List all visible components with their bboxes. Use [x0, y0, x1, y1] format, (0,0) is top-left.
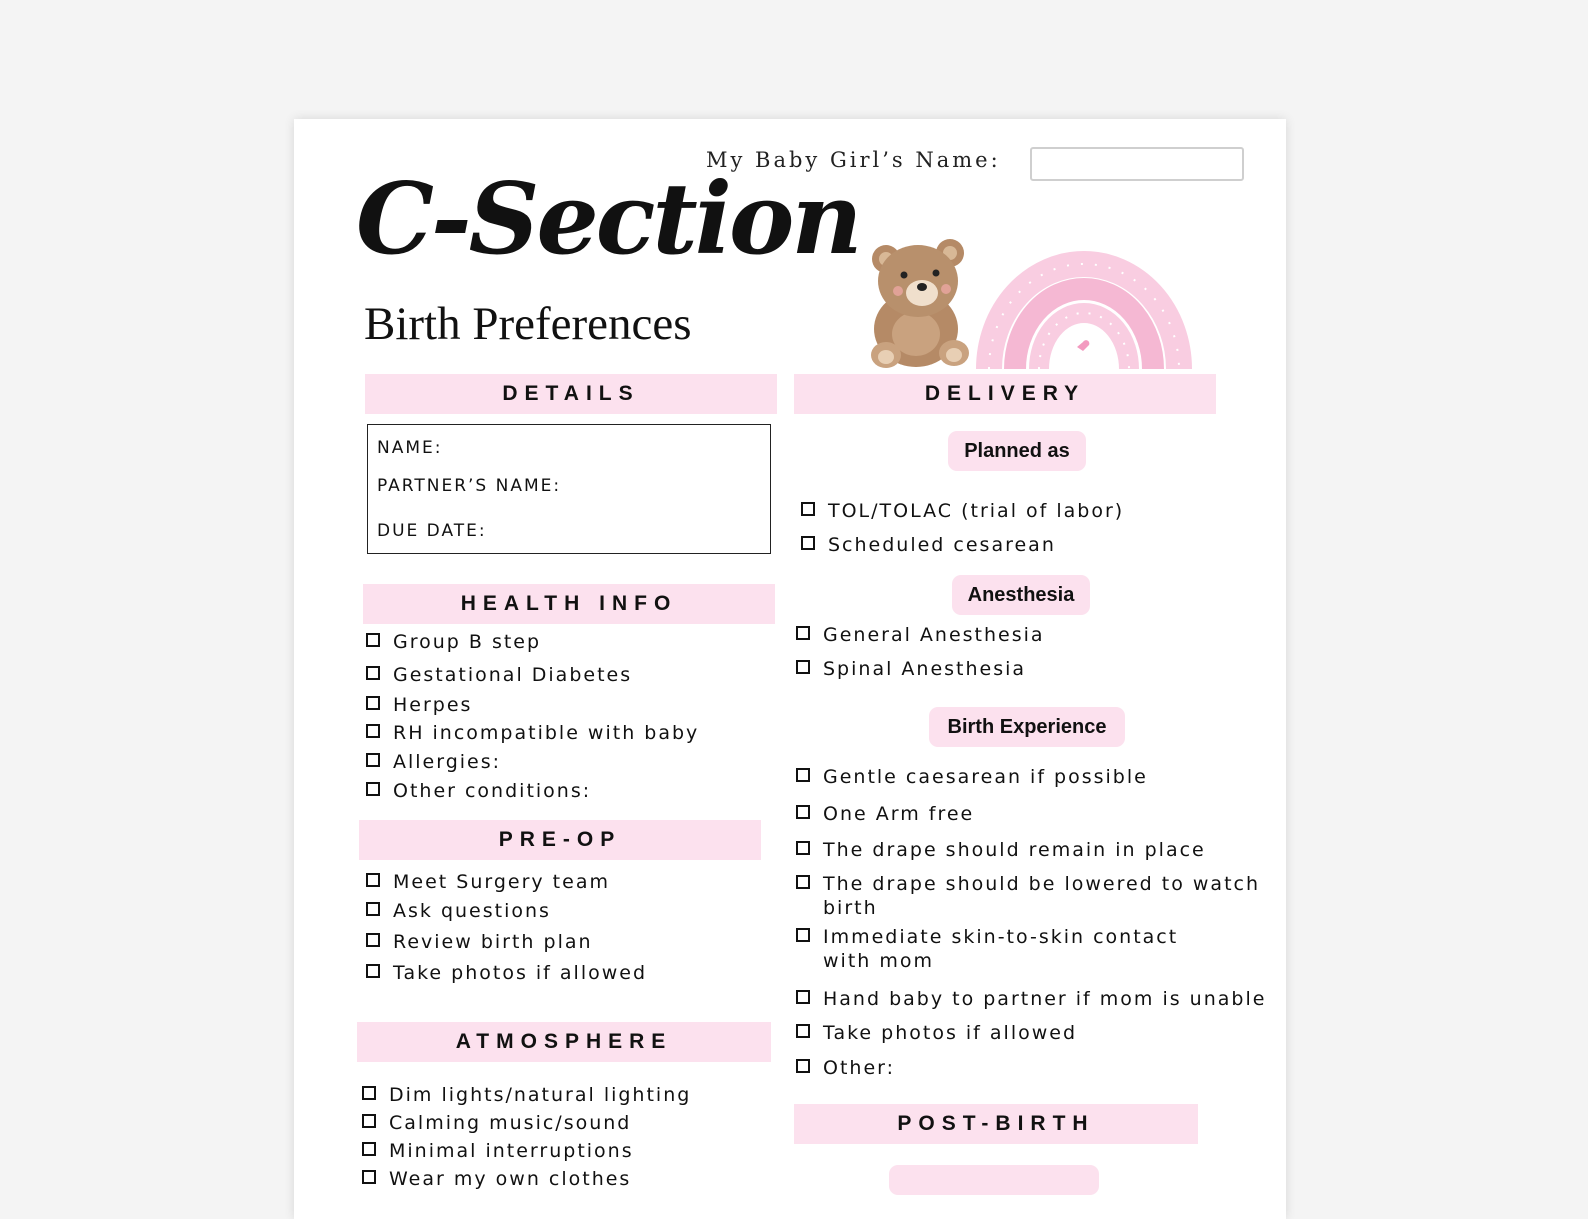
checkbox-icon[interactable] [366, 964, 380, 978]
baby-name-field[interactable] [1030, 147, 1244, 181]
health-info-heading: HEALTH INFO [363, 584, 775, 624]
checklist-item[interactable]: Dim lights/natural lighting [362, 1083, 691, 1107]
checklist-item[interactable]: The drape should remain in place [796, 838, 1206, 862]
checkbox-icon[interactable] [366, 724, 380, 738]
checkbox-icon[interactable] [362, 1114, 376, 1128]
checklist-item[interactable]: Ask questions [366, 899, 551, 923]
baby-name-label: My Baby Girl’s Name: [706, 148, 1001, 172]
checklist-item[interactable]: Gestational Diabetes [366, 663, 632, 687]
checkbox-icon[interactable] [362, 1086, 376, 1100]
checkbox-icon[interactable] [366, 633, 380, 647]
checklist-item[interactable]: RH incompatible with baby [366, 721, 699, 745]
checklist-item[interactable]: Hand baby to partner if mom is unable [796, 987, 1266, 1011]
checklist-item[interactable]: Other conditions: [366, 779, 591, 803]
checkbox-icon[interactable] [796, 805, 810, 819]
rainbow-icon [989, 264, 1179, 369]
checklist-item[interactable]: Wear my own clothes [362, 1167, 631, 1191]
checklist-item[interactable]: The drape should be lowered to watch birth [796, 872, 1283, 920]
teddy-bear-icon [871, 239, 969, 368]
checkbox-icon[interactable] [796, 768, 810, 782]
checkbox-icon[interactable] [796, 1059, 810, 1073]
checkbox-icon[interactable] [796, 660, 810, 674]
checklist-item[interactable]: Scheduled cesarean [801, 533, 1056, 557]
checkbox-icon[interactable] [796, 1024, 810, 1038]
checklist-item[interactable]: Spinal Anesthesia [796, 657, 1026, 681]
document-page [294, 119, 1286, 1219]
post-birth-heading: POST-BIRTH [794, 1104, 1198, 1144]
checkbox-icon[interactable] [796, 928, 810, 942]
checklist-item[interactable]: Take photos if allowed [366, 961, 647, 985]
checklist-item[interactable]: TOL/TOLAC (trial of labor) [801, 499, 1124, 523]
checklist-item[interactable]: Herpes [366, 693, 472, 717]
atmosphere-heading: ATMOSPHERE [357, 1022, 771, 1062]
checkbox-icon[interactable] [366, 696, 380, 710]
checkbox-icon[interactable] [366, 933, 380, 947]
checkbox-icon[interactable] [366, 873, 380, 887]
birth-experience-label: Birth Experience [929, 707, 1125, 747]
page-subtitle: Birth Preferences [364, 298, 692, 350]
checklist-item[interactable]: Group B step [366, 630, 541, 654]
checklist-item[interactable]: Other: [796, 1056, 895, 1080]
checkbox-icon[interactable] [801, 536, 815, 550]
checklist-item[interactable]: Calming music/sound [362, 1111, 631, 1135]
page-title: C-Section [356, 162, 860, 277]
due-date-field-label: DUE DATE: [377, 521, 487, 541]
bear-rainbow-illustration [864, 219, 1209, 379]
checklist-item[interactable]: General Anesthesia [796, 623, 1045, 647]
pre-op-heading: PRE-OP [359, 820, 761, 860]
details-heading: DETAILS [365, 374, 777, 414]
checklist-item[interactable]: Immediate skin-to-skin contact with mom [796, 925, 1223, 973]
checklist-item[interactable]: Take photos if allowed [796, 1021, 1077, 1045]
checkbox-icon[interactable] [366, 666, 380, 680]
checkbox-icon[interactable] [366, 753, 380, 767]
checkbox-icon[interactable] [362, 1142, 376, 1156]
checkbox-icon[interactable] [366, 782, 380, 796]
checkbox-icon[interactable] [796, 990, 810, 1004]
partner-name-field-label: PARTNER’S NAME: [377, 476, 562, 496]
name-field-label: NAME: [377, 438, 443, 458]
checkbox-icon[interactable] [366, 902, 380, 916]
checkbox-icon[interactable] [796, 875, 810, 889]
details-box[interactable] [367, 424, 771, 554]
checkbox-icon[interactable] [801, 502, 815, 516]
anesthesia-label: Anesthesia [952, 575, 1090, 615]
delivery-heading: DELIVERY [794, 374, 1216, 414]
checklist-item[interactable]: Minimal interruptions [362, 1139, 634, 1163]
checklist-item[interactable]: Allergies: [366, 750, 501, 774]
checklist-item[interactable]: Meet Surgery team [366, 870, 610, 894]
checklist-item[interactable]: Review birth plan [366, 930, 593, 954]
checklist-item[interactable]: Gentle caesarean if possible [796, 765, 1148, 789]
checkbox-icon[interactable] [796, 626, 810, 640]
checkbox-icon[interactable] [796, 841, 810, 855]
checkbox-icon[interactable] [362, 1170, 376, 1184]
checklist-item[interactable]: One Arm free [796, 802, 974, 826]
planned-as-label: Planned as [948, 431, 1086, 471]
